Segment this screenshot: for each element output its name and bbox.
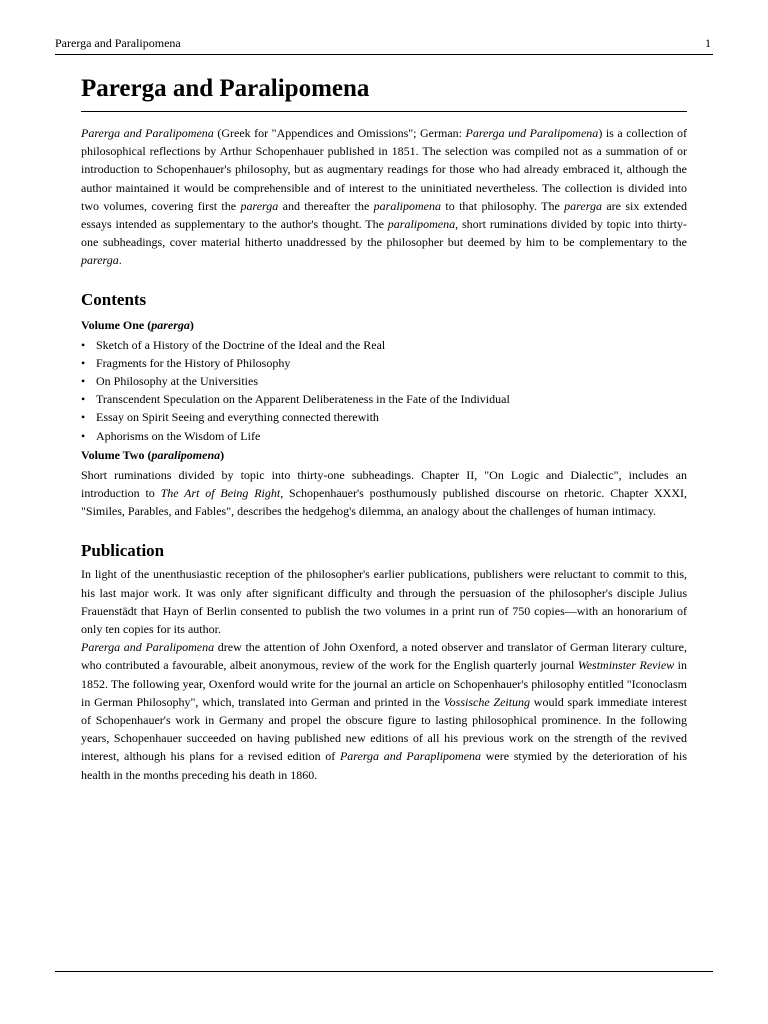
list-item [81, 354, 687, 372]
list-item [81, 427, 687, 445]
volume-two-label: Volume Two ( [81, 447, 152, 462]
list-item-text: Essay on Spirit Seeing and everything connected therewith [96, 410, 379, 425]
publication-text: drew the attention of John Oxenford, a noted observer and translator of German literary culture, who contributed a favourable, albeit anonymous, review of the work for the English quarterly journal [81, 640, 687, 673]
publication-text: in 1852. The following year, Oxenford would write for the journal an article on Schopenhauer's philosophy entitled "Iconoclasm in German Philosophy", which, translated into German and printed in the [81, 658, 687, 709]
publication-text: would spark immediate interest of Schopenhauer's work in Germany and propel the obscure figure to lasting philosophical prominence. In the following years, Schopenhauer succeeded on having published new editions of all his previous work on the strength of the revived interest, although his plans for a revised edition of [81, 694, 687, 764]
article-title: Parerga and Paralipomena [81, 73, 687, 112]
publication-italic-journal: Westminster Review [577, 658, 675, 673]
lead-text: to that philosophy. The [441, 198, 565, 213]
article-body [81, 73, 687, 784]
bullet-icon: • [81, 392, 86, 407]
publication-paragraph-2 [81, 638, 687, 784]
publication-heading: Publication [81, 541, 165, 561]
volume-one-label-italic: parerga [151, 317, 190, 332]
list-item-text: Fragments for the History of Philosophy [96, 355, 291, 370]
list-item [81, 336, 687, 354]
lead-text: are six extended essays intended as supplementary to the author's thought. The [81, 198, 688, 232]
running-header [55, 36, 713, 55]
list-item [81, 372, 687, 390]
list-item [81, 390, 687, 408]
volume-two-paragraph [81, 466, 687, 521]
contents-heading: Contents [81, 289, 147, 309]
lead-italic-term: parerga [81, 253, 119, 268]
lead-paragraph [81, 124, 687, 270]
running-header-title: Parerga and Paralipomena [55, 36, 181, 50]
list-item-text: Aphorisms on the Wisdom of Life [96, 428, 261, 443]
list-item [81, 408, 687, 426]
lead-italic-term: paralipomena [387, 217, 456, 232]
lead-text: . [118, 253, 122, 268]
publication-italic-title: Parerga and Paraplipomena [339, 749, 482, 764]
volume-one-heading [81, 316, 687, 334]
lead-italic-term: paralipomena [373, 198, 442, 213]
bullet-icon: • [81, 428, 86, 443]
volume-two-label-end: ) [220, 447, 225, 462]
lead-text: , short ruminations divided by topic into thirty-one subheadings, cover material hitherto unaddressed by the philosopher but deemed by him to be complementary to the [81, 217, 688, 250]
volume-two-label-italic: paralipomena [151, 447, 221, 462]
footer-rule [55, 971, 713, 972]
bullet-icon: • [81, 410, 86, 425]
volume-two-text: Short ruminations divided by topic into thirty-one subheadings. Chapter II, "On Logic and Dialectic", includes an introduction to [81, 467, 687, 501]
list-item-text: Sketch of a History of the Doctrine of the Ideal and the Real [96, 337, 386, 352]
volume-two-italic-title: The Art of Being Right [160, 486, 281, 501]
lead-text: and thereafter the [278, 198, 374, 213]
lead-italic-title: Parerga and Paralipomena [81, 126, 214, 140]
lead-italic-term: parerga [564, 198, 602, 213]
page-number: 1 [705, 36, 711, 50]
bullet-icon: • [81, 355, 86, 370]
volume-one-label-end: ) [189, 317, 194, 332]
volume-one-label: Volume One ( [81, 317, 152, 332]
lead-text: (Greek for "Appendices and Omissions"; German: [213, 126, 466, 140]
lead-italic-german: Parerga und Paralipomena [465, 126, 599, 140]
list-item-text: On Philosophy at the Universities [96, 374, 258, 389]
list-item-text: Transcendent Speculation on the Apparent Deliberateness in the Fate of the Individual [96, 392, 510, 407]
volume-two-heading [81, 446, 687, 464]
volume-two-text: , Schopenhauer's posthumously published discourse on rhetoric. Chapter XXXI, "Similes, Parables, and Fables", describes the hedgehog's dilemma, an analogy about the challenges of human intimacy. [81, 486, 687, 519]
publication-text: were stymied by the deterioration of his health in the months preceding his death in 1860. [81, 749, 688, 782]
bullet-icon: • [81, 374, 86, 389]
publication-paragraph-1: In light of the unenthusiastic reception of the philosopher's earlier publications, publishers were reluctant to commit to this, his last major work. It was only after significant difficulty and through the persuasion of the philosopher's disciple Julius Frauenstädt that Hayn of Berlin consented to publish the two volumes in a print run of 750 copies—with an honorarium of only ten copies for its author. [81, 567, 687, 637]
publication-italic-newspaper: Vossische Zeitung [443, 694, 531, 709]
volume-one-list [81, 336, 687, 445]
lead-italic-term: parerga [240, 198, 279, 213]
lead-text: ) is a collection of philosophical reflections by Arthur Schopenhauer published in 1851. The selection was compiled not as a summation of or introduction to Schopenhauer's philosophy, but as augmentary readings for those who had already embraced it, although the author maintained it would be comprehensible and of interest to the uninitiated nevertheless. The collection is divided into two volumes, covering first the [81, 126, 688, 213]
bullet-icon: • [81, 337, 86, 352]
publication-italic-title: Parerga and Paralipomena [81, 640, 215, 655]
